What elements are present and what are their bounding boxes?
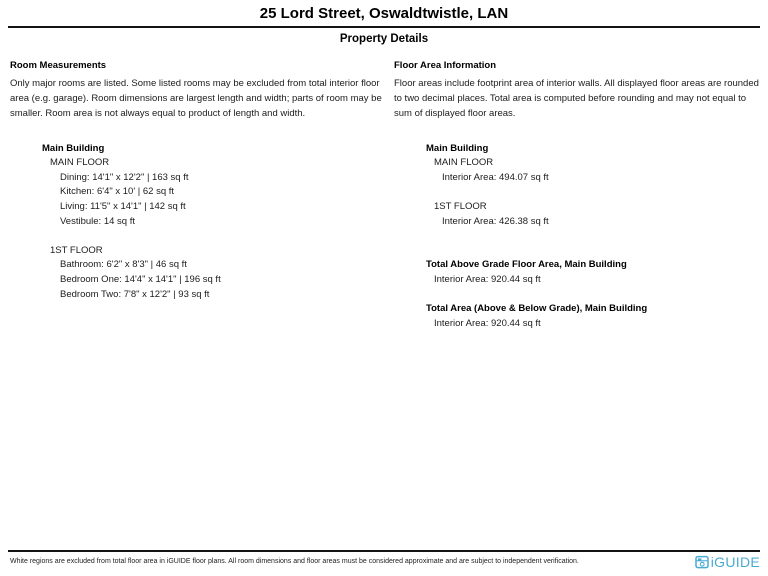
interior-area-value: Interior Area: 920.44 sq ft — [434, 317, 541, 329]
floor-name: MAIN FLOOR — [50, 157, 110, 169]
floor-area-information-section — [386, 59, 760, 331]
room-measurement: Dining: 14'1" x 12'2" | 163 sq ft — [60, 171, 189, 183]
floor-name: 1ST FLOOR — [434, 200, 487, 212]
floor-area-description: Floor areas include footprint area of interior walls. All displayed floor areas are rounded to two decimal places. Total area is computed before rounding and may not equal to sum of displayed floor areas. — [394, 78, 759, 120]
room-measurements-description: Only major rooms are listed. Some listed rooms may be excluded from total interior floor area (e.g. garage). Room dimensions are largest length and width; parts of room may be smaller. Room area is not always equal to product of length and width. — [10, 78, 382, 120]
total-heading: Total Above Grade Floor Area, Main Building — [426, 259, 627, 271]
floor-name: MAIN FLOOR — [434, 157, 494, 169]
total-heading: Total Area (Above & Below Grade), Main Building — [426, 302, 648, 314]
total-above-below-grade — [394, 302, 760, 331]
room-measurement: Living: 11'5" x 14'1" | 142 sq ft — [60, 200, 186, 212]
page-subtitle: Property Details — [339, 33, 429, 45]
room-measurement: Vestibule: 14 sq ft — [60, 215, 135, 227]
header-divider — [8, 26, 760, 28]
room-measurement: Bedroom One: 14'4" x 14'1" | 196 sq ft — [60, 273, 221, 285]
footer — [0, 550, 768, 576]
iguide-logo — [695, 555, 760, 569]
room-measurement: Bedroom Two: 7'8" x 12'2" | 93 sq ft — [60, 288, 210, 300]
content-columns — [0, 46, 768, 331]
footer-disclaimer: White regions are excluded from total floor area in iGUIDE floor plans. All room dimensions and floor areas must be considered approximate and are subject to independent verification. — [10, 558, 579, 565]
floor-name: 1ST FLOOR — [50, 244, 103, 256]
floor-group-1st-floor — [10, 244, 386, 302]
building-name: Main Building — [426, 142, 489, 154]
floor-area-1st-floor — [394, 200, 760, 229]
room-measurements-heading: Room Measurements — [10, 60, 107, 71]
room-measurement: Kitchen: 6'4" x 10' | 62 sq ft — [60, 186, 175, 198]
total-above-grade — [394, 258, 760, 287]
footer-row — [0, 552, 768, 569]
interior-area-value: Interior Area: 426.38 sq ft — [442, 215, 549, 227]
interior-area-value: Interior Area: 920.44 sq ft — [434, 273, 541, 285]
room-measurements-section — [10, 59, 386, 302]
page-title: 25 Lord Street, Oswaldtwistle, LAN — [259, 5, 509, 22]
iguide-logo-text: iGUIDE — [710, 554, 760, 570]
totals-block — [394, 258, 760, 331]
floor-area-building-block — [394, 142, 760, 230]
iguide-camera-icon — [695, 555, 709, 569]
room-measurements-building-block — [10, 142, 386, 303]
floor-area-main-floor — [394, 156, 760, 185]
building-name: Main Building — [42, 142, 105, 154]
interior-area-value: Interior Area: 494.07 sq ft — [442, 171, 549, 183]
floor-area-heading: Floor Area Information — [394, 60, 497, 71]
room-measurement: Bathroom: 6'2" x 8'3" | 46 sq ft — [60, 259, 187, 271]
floor-group-main-floor — [10, 156, 386, 229]
